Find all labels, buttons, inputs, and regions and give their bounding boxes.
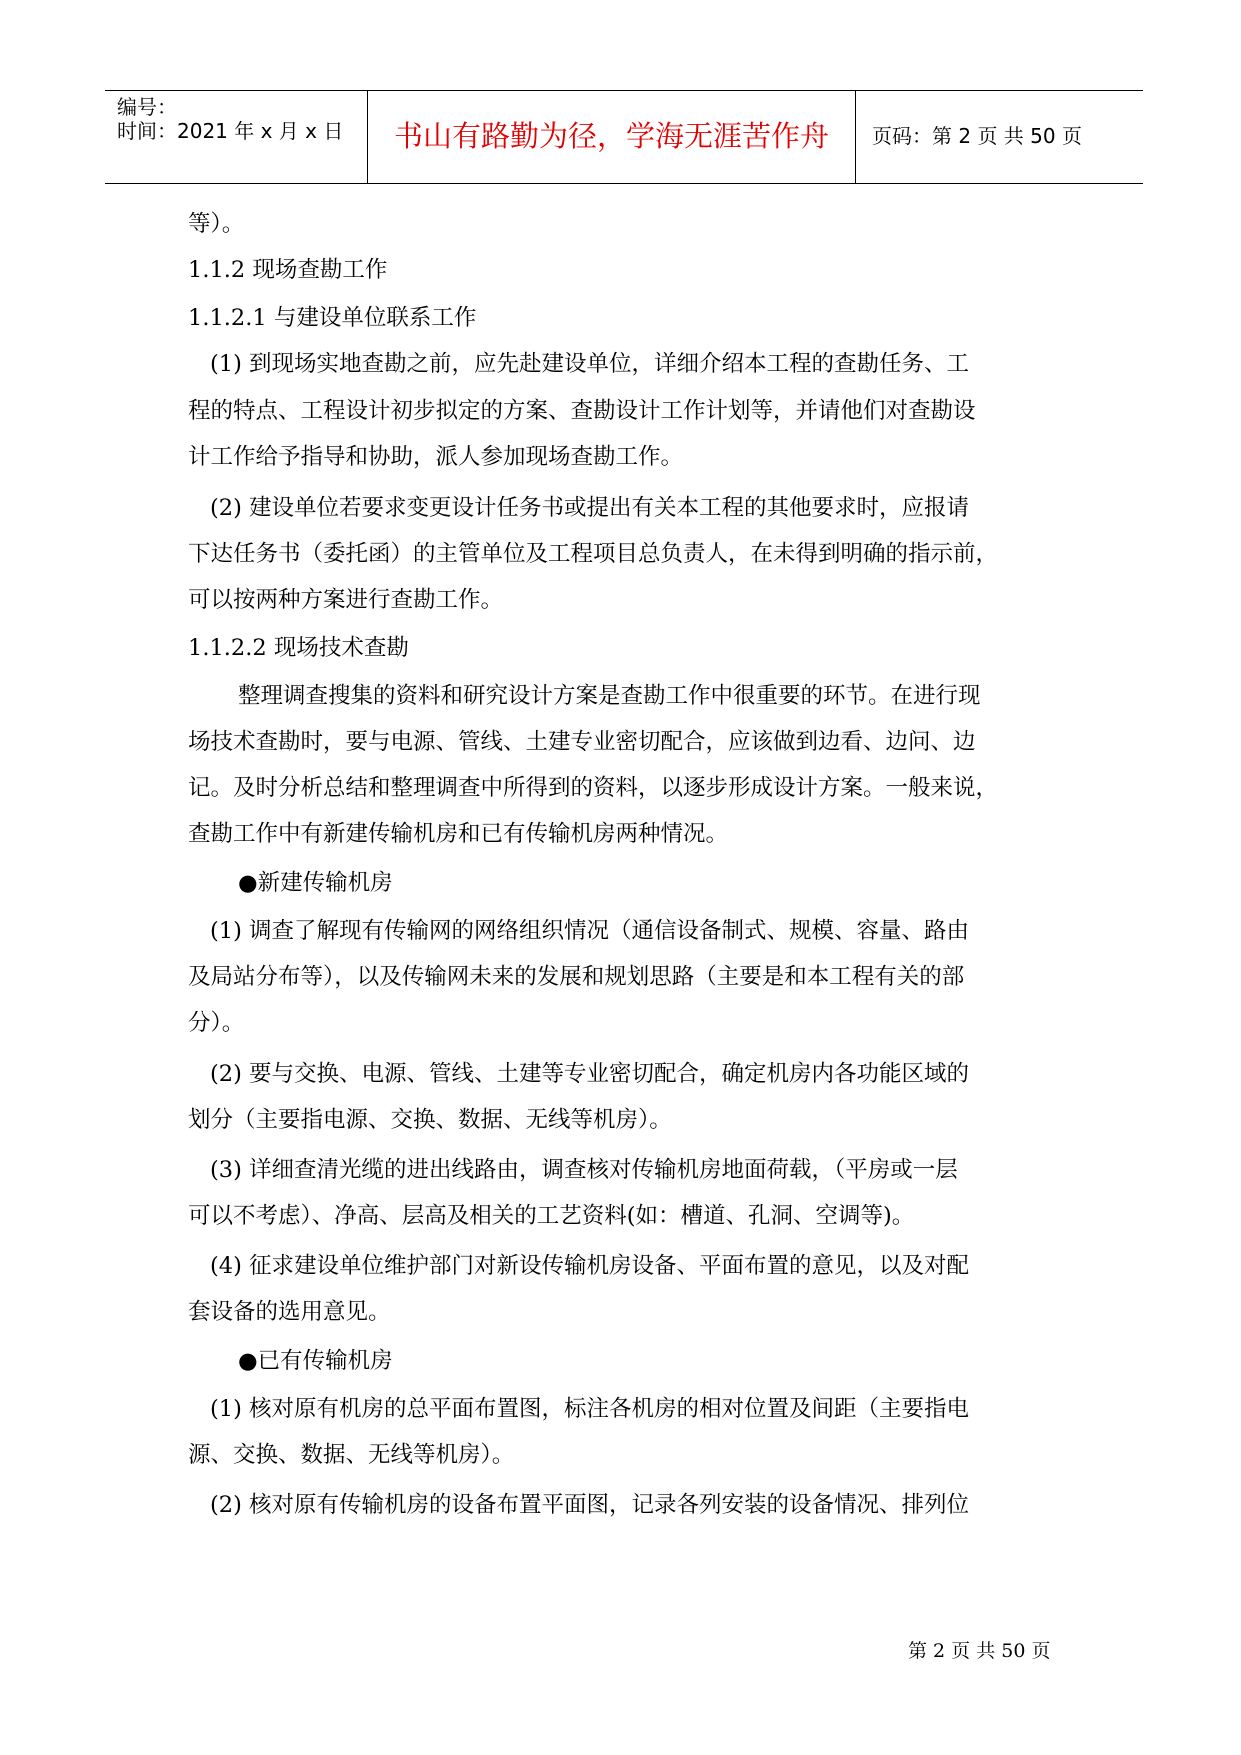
body-line: 可以按两种方案进行查勘工作。 xyxy=(188,587,504,613)
page-header xyxy=(105,90,1143,184)
body-line: 可以不考虑）、净高、层高及相关的工艺资料(如：槽道、孔洞、空调等)。 xyxy=(188,1203,915,1229)
body-line: (2) 要与交换、电源、管线、土建等专业密切配合，确定机房内各功能区域的 xyxy=(210,1061,970,1087)
body-line: 下达任务书（委托函）的主管单位及工程项目总负责人，在未得到明确的指示前， xyxy=(188,541,999,567)
body-line: 记。及时分析总结和整理调查中所得到的资料，以逐步形成设计方案。一般来说， xyxy=(188,775,999,801)
header-motto: 书山有路勤为径，学海无涯苦作舟 xyxy=(393,119,829,153)
header-page-info: 页码：第 2 页 共 50 页 xyxy=(872,124,1082,148)
body-line: 分）。 xyxy=(188,1010,245,1036)
body-line: 查勘工作中有新建传输机房和已有传输机房两种情况。 xyxy=(188,821,729,847)
header-motto-cell xyxy=(368,91,856,183)
subsection-heading: 1.1.2.2 现场技术查勘 xyxy=(188,635,409,661)
body-line: 等）。 xyxy=(188,211,245,237)
bullet-heading: ●已有传输机房 xyxy=(238,1348,393,1374)
body-line: (1) 核对原有机房的总平面布置图，标注各机房的相对位置及间距（主要指电 xyxy=(210,1396,970,1422)
bullet-heading: ●新建传输机房 xyxy=(238,870,393,896)
document-number-label: 编号： xyxy=(117,95,177,119)
body-line: 场技术查勘时，要与电源、管线、土建专业密切配合，应该做到边看、边问、边 xyxy=(188,729,976,755)
body-line: (1) 到现场实地查勘之前，应先赴建设单位，详细介绍本工程的查勘任务、工 xyxy=(210,351,970,377)
body-line: 整理调查搜集的资料和研究设计方案是查勘工作中很重要的环节。在进行现 xyxy=(238,683,981,709)
subsection-heading: 1.1.2.1 与建设单位联系工作 xyxy=(188,305,477,331)
page-footer: 第 2 页 共 50 页 xyxy=(908,1640,1051,1662)
body-line: (2) 建设单位若要求变更设计任务书或提出有关本工程的其他要求时，应报请 xyxy=(210,495,970,521)
body-line: 源、交换、数据、无线等机房）。 xyxy=(188,1442,515,1468)
body-line: 及局站分布等），以及传输网未来的发展和规划思路（主要是和本工程有关的部 xyxy=(188,964,965,990)
body-line: (3) 详细查清光缆的进出线路由，调查核对传输机房地面荷载，（平房或一层 xyxy=(210,1157,958,1183)
body-line: (1) 调查了解现有传输网的网络组织情况（通信设备制式、规模、容量、路由 xyxy=(210,918,970,944)
body-line: 计工作给予指导和协助，派人参加现场查勘工作。 xyxy=(188,444,684,470)
body-line: (4) 征求建设单位维护部门对新设传输机房设备、平面布置的意见，以及对配 xyxy=(210,1253,970,1279)
header-left-cell xyxy=(105,91,368,183)
body-line: 程的特点、工程设计初步拟定的方案、查勘设计工作计划等，并请他们对查勘设 xyxy=(188,398,976,424)
header-right-cell xyxy=(856,91,1143,183)
document-date-label: 时间：2021 年 x 月 x 日 xyxy=(117,119,344,143)
body-line: (2) 核对原有传输机房的设备布置平面图，记录各列安装的设备情况、排列位 xyxy=(210,1492,970,1518)
section-heading: 1.1.2 现场查勘工作 xyxy=(188,257,388,283)
body-line: 划分（主要指电源、交换、数据、无线等机房）。 xyxy=(188,1107,672,1133)
body-line: 套设备的选用意见。 xyxy=(188,1299,391,1325)
